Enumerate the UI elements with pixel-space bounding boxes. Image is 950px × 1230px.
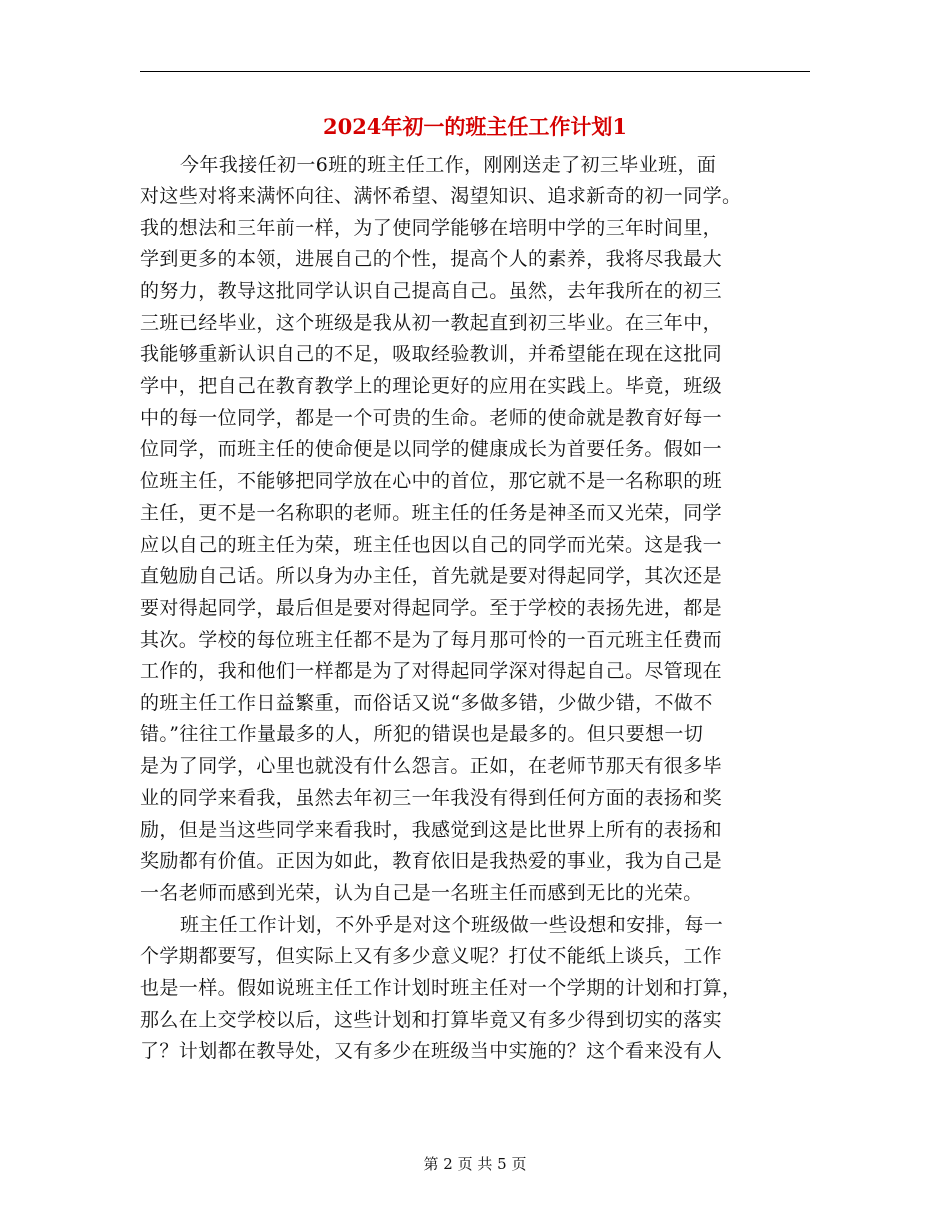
- paragraph-line: 其次。学校的每位班主任都不是为了每月那可怜的一百元班主任费而: [140, 629, 723, 651]
- paragraph-line: 是为了同学，心里也就没有什么怨言。正如，在老师节那天有很多毕: [140, 755, 723, 777]
- paragraph-line: 我能够重新认识自己的不足，吸取经验教训，并希望能在现在这批同: [140, 343, 723, 365]
- paragraph-line: 了？计划都在教导处，又有多少在班级当中实施的？这个看来没有人: [140, 1040, 723, 1062]
- paragraph-line: 学中，把自己在教育教学上的理论更好的应用在实践上。毕竟，班级: [140, 375, 723, 397]
- paragraph-line: 那么在上交学校以后，这些计划和打算毕竟又有多少得到切实的落实: [140, 1009, 723, 1031]
- paragraph-line: 今年我接任初一6班的班主任工作，刚刚送走了初三毕业班，面: [180, 154, 717, 176]
- paragraph-line: 要对得起同学，最后但是要对得起同学。至于学校的表扬先进，都是: [140, 597, 723, 619]
- paragraph-line: 学到更多的本领，进展自己的个性，提高个人的素养，我将尽我最大: [140, 248, 723, 270]
- paragraph-line: 的班主任工作日益繁重，而俗话又说“多做多错，少做少错，不做不: [140, 692, 713, 714]
- paragraph-line: 奖励都有价值。正因为如此，教育依旧是我热爱的事业，我为自己是: [140, 850, 723, 872]
- document-title: 2024年初一的班主任工作计划1: [322, 114, 628, 139]
- paragraph-line: 我的想法和三年前一样，为了使同学能够在培明中学的三年时间里，: [140, 217, 723, 239]
- paragraph-line: 主任，更不是一名称职的老师。班主任的任务是神圣而又光荣，同学: [140, 502, 723, 524]
- paragraph-line: 位同学，而班主任的使命便是以同学的健康成长为首要任务。假如一: [140, 438, 723, 460]
- paragraph-line: 应以自己的班主任为荣，班主任也因以自己的同学而光荣。这是我一: [140, 534, 723, 556]
- paragraph-line: 三班已经毕业，这个班级是我从初一教起直到初三毕业。在三年中，: [140, 312, 723, 334]
- paragraph-line: 班主任工作计划，不外乎是对这个班级做一些设想和安排，每一: [180, 914, 724, 936]
- paragraph-line: 也是一样。假如说班主任工作计划时班主任对一个学期的计划和打算，: [140, 977, 742, 999]
- paragraph-line: 错。”往往工作量最多的人，所犯的错误也是最多的。但只要想一切: [140, 723, 704, 745]
- paragraph-line: 一名老师而感到光荣，认为自己是一名班主任而感到无比的光荣。: [140, 882, 703, 904]
- header-rule: [140, 71, 810, 72]
- paragraph-line: 业的同学来看我，虽然去年初三一年我没有得到任何方面的表扬和奖: [140, 787, 723, 809]
- paragraph-line: 直勉励自己话。所以身为办主任，首先就是要对得起同学，其次还是: [140, 565, 723, 587]
- paragraph-line: 对这些对将来满怀向往、满怀希望、渴望知识、追求新奇的初一同学。: [140, 185, 742, 207]
- page-footer: 第 2 页 共 5 页: [423, 1155, 527, 1173]
- paragraph-line: 工作的，我和他们一样都是为了对得起同学深对得起自己。尽管现在: [140, 660, 723, 682]
- paragraph-line: 个学期都要写，但实际上又有多少意义呢？打仗不能纸上谈兵，工作: [140, 945, 723, 967]
- paragraph-line: 励，但是当这些同学来看我时，我感觉到这是比世界上所有的表扬和: [140, 819, 723, 841]
- paragraph-line: 的努力，教导这批同学认识自己提高自己。虽然，去年我所在的初三: [140, 280, 723, 302]
- paragraph-line: 中的每一位同学，都是一个可贵的生命。老师的使命就是教育好每一: [140, 407, 723, 429]
- paragraph-line: 位班主任，不能够把同学放在心中的首位，那它就不是一名称职的班: [140, 470, 723, 492]
